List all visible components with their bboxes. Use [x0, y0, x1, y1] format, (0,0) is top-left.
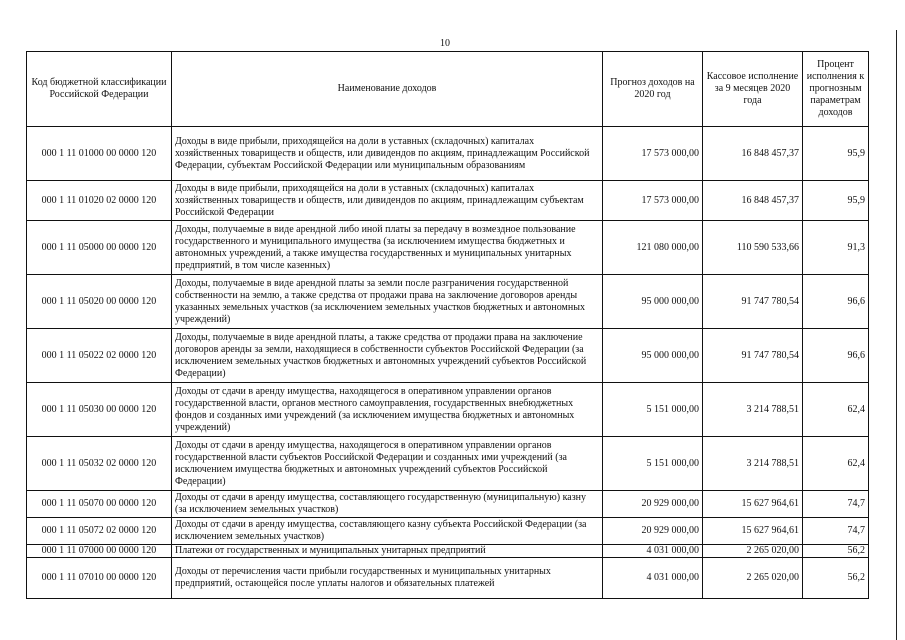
table-row — [27, 491, 869, 518]
cash-cell: 110 590 533,66 — [703, 221, 803, 275]
code-cell: 000 1 11 05020 00 0000 120 — [27, 275, 172, 329]
header-name: Наименование доходов — [172, 52, 603, 127]
table-row — [27, 437, 869, 491]
cash-cell: 2 265 020,00 — [703, 558, 803, 599]
cash-cell: 2 265 020,00 — [703, 545, 803, 558]
cash-cell: 91 747 780,54 — [703, 329, 803, 383]
table-row — [27, 221, 869, 275]
percent-cell: 95,9 — [803, 127, 869, 181]
percent-cell: 56,2 — [803, 545, 869, 558]
header-percent: Процент исполнения к прогнозным параметрам доходов — [803, 52, 869, 127]
name-cell: Доходы, получаемые в виде арендной либо иной платы за передачу в возмездное пользование государственного и муниципального имущества (за исключением имущества бюджетных и автономных учреждений, а также имущества государственных и муниципальных унитарных предприятий, в том числе казенных) — [172, 221, 603, 275]
table-row — [27, 545, 869, 558]
table-row — [27, 383, 869, 437]
header-code: Код бюджетной классификации Российской Федерации — [27, 52, 172, 127]
name-cell: Доходы, получаемые в виде арендной платы, а также средства от продажи права на заключение договоров аренды за земли, находящиеся в собственности субъектов Российской Федерации (за исключением земельных участков бюджетных и автономных учреждений субъектов Российской Федерации) — [172, 329, 603, 383]
percent-cell: 74,7 — [803, 491, 869, 518]
forecast-cell: 17 573 000,00 — [603, 181, 703, 221]
code-cell: 000 1 11 05030 00 0000 120 — [27, 383, 172, 437]
name-cell: Доходы, получаемые в виде арендной платы за земли после разграничения государственной собственности на землю, а также средства от продажи права на заключение договоров аренды указанных земельных участков (за исключением земельных участков бюджетных и автономных учреждений) — [172, 275, 603, 329]
code-cell: 000 1 11 05070 00 0000 120 — [27, 491, 172, 518]
forecast-cell: 5 151 000,00 — [603, 437, 703, 491]
code-cell: 000 1 11 05072 02 0000 120 — [27, 518, 172, 545]
table-row — [27, 275, 869, 329]
cash-cell: 3 214 788,51 — [703, 383, 803, 437]
cash-cell: 16 848 457,37 — [703, 127, 803, 181]
code-cell: 000 1 11 07000 00 0000 120 — [27, 545, 172, 558]
name-cell: Платежи от государственных и муниципальных унитарных предприятий — [172, 545, 603, 558]
forecast-cell: 5 151 000,00 — [603, 383, 703, 437]
forecast-cell: 20 929 000,00 — [603, 491, 703, 518]
cash-cell: 3 214 788,51 — [703, 437, 803, 491]
code-cell: 000 1 11 05000 00 0000 120 — [27, 221, 172, 275]
code-cell: 000 1 11 07010 00 0000 120 — [27, 558, 172, 599]
table-row — [27, 558, 869, 599]
page-edge-line — [896, 30, 897, 640]
code-cell: 000 1 11 01000 00 0000 120 — [27, 127, 172, 181]
cash-cell: 15 627 964,61 — [703, 491, 803, 518]
name-cell: Доходы от сдачи в аренду имущества, находящегося в оперативном управлении органов государственной власти субъектов Российской Федерации и созданных ими учреждений (за исключением имущества бюджетных и автономных учреждений субъектов Российской Федерации) — [172, 437, 603, 491]
forecast-cell: 95 000 000,00 — [603, 329, 703, 383]
forecast-cell: 121 080 000,00 — [603, 221, 703, 275]
name-cell: Доходы от сдачи в аренду имущества, находящегося в оперативном управлении органов государственной власти, органов местного самоуправления, государственных внебюджетных фондов и созданных ими учреждений (за исключением имущества бюджетных и автономных учреждений) — [172, 383, 603, 437]
forecast-cell: 17 573 000,00 — [603, 127, 703, 181]
percent-cell: 95,9 — [803, 181, 869, 221]
page-number: 10 — [440, 38, 450, 49]
forecast-cell: 4 031 000,00 — [603, 545, 703, 558]
cash-cell: 91 747 780,54 — [703, 275, 803, 329]
percent-cell: 91,3 — [803, 221, 869, 275]
code-cell: 000 1 11 05022 02 0000 120 — [27, 329, 172, 383]
table-header-row — [27, 52, 869, 127]
name-cell: Доходы от сдачи в аренду имущества, составляющего казну субъекта Российской Федерации (за исключением земельных участков) — [172, 518, 603, 545]
table-row — [27, 518, 869, 545]
cash-cell: 16 848 457,37 — [703, 181, 803, 221]
code-cell: 000 1 11 01020 02 0000 120 — [27, 181, 172, 221]
name-cell: Доходы от перечисления части прибыли государственных и муниципальных унитарных предприятий, остающейся после уплаты налогов и обязательных платежей — [172, 558, 603, 599]
header-forecast: Прогноз доходов на 2020 год — [603, 52, 703, 127]
header-cash: Кассовое исполнение за 9 месяцев 2020 года — [703, 52, 803, 127]
revenue-table — [26, 51, 869, 599]
cash-cell: 15 627 964,61 — [703, 518, 803, 545]
code-cell: 000 1 11 05032 02 0000 120 — [27, 437, 172, 491]
percent-cell: 96,6 — [803, 275, 869, 329]
name-cell: Доходы от сдачи в аренду имущества, составляющего государственную (муниципальную) казну (за исключением земельных участков) — [172, 491, 603, 518]
percent-cell: 56,2 — [803, 558, 869, 599]
forecast-cell: 95 000 000,00 — [603, 275, 703, 329]
forecast-cell: 4 031 000,00 — [603, 558, 703, 599]
name-cell: Доходы в виде прибыли, приходящейся на доли в уставных (складочных) капиталах хозяйственных товариществ и обществ, или дивидендов по акциям, принадлежащим субъектам Российской Федерации — [172, 181, 603, 221]
name-cell: Доходы в виде прибыли, приходящейся на доли в уставных (складочных) капиталах хозяйственных товариществ и обществ, или дивидендов по акциям, принадлежащим Российской Федерации, субъектам Российской Федерации или муниципальным образованиям — [172, 127, 603, 181]
table-row — [27, 181, 869, 221]
table-row — [27, 329, 869, 383]
percent-cell: 62,4 — [803, 437, 869, 491]
forecast-cell: 20 929 000,00 — [603, 518, 703, 545]
table-row — [27, 127, 869, 181]
percent-cell: 96,6 — [803, 329, 869, 383]
percent-cell: 62,4 — [803, 383, 869, 437]
percent-cell: 74,7 — [803, 518, 869, 545]
